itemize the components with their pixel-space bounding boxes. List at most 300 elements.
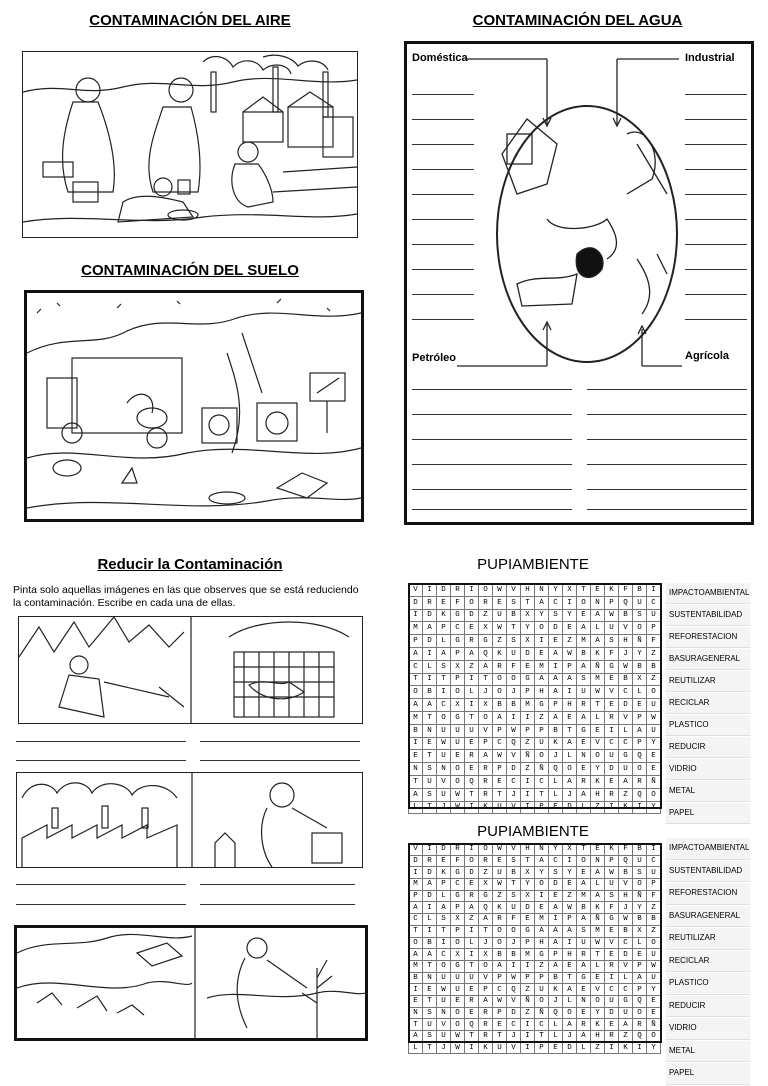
- grid-cell: T: [521, 855, 535, 867]
- grid-cell: A: [423, 699, 437, 712]
- grid-cell: O: [479, 844, 493, 856]
- grid-cell: D: [563, 801, 577, 814]
- grid-cell: B: [423, 686, 437, 699]
- grid-cell: O: [451, 686, 465, 699]
- grid-cell: B: [493, 949, 507, 961]
- grid-cell: D: [521, 902, 535, 914]
- grid-cell: G: [535, 699, 549, 712]
- grid-cell: X: [451, 914, 465, 926]
- grid-cell: X: [521, 635, 535, 648]
- grid-cell: B: [619, 925, 633, 937]
- grid-cell: B: [633, 914, 647, 926]
- grid-cell: E: [465, 879, 479, 891]
- grid-cell: T: [577, 844, 591, 856]
- word-list-item: REDUCIR: [666, 996, 750, 1018]
- grid-cell: A: [577, 622, 591, 635]
- grid-cell: G: [577, 972, 591, 984]
- grid-cell: R: [479, 1007, 493, 1019]
- grid-cell: T: [591, 699, 605, 712]
- grid-cell: E: [535, 902, 549, 914]
- grid-cell: H: [619, 635, 633, 648]
- grid-cell: A: [535, 925, 549, 937]
- grid-cell: G: [451, 609, 465, 622]
- grid-cell: W: [451, 1042, 465, 1054]
- grid-cell: L: [465, 937, 479, 949]
- grid-cell: E: [563, 711, 577, 724]
- grid-cell: U: [647, 609, 661, 622]
- grid-cell: O: [409, 686, 423, 699]
- grid-cell: I: [423, 673, 437, 686]
- grid-cell: M: [577, 635, 591, 648]
- grid-cell: I: [465, 673, 479, 686]
- grid-cell: Z: [479, 867, 493, 879]
- grid-cell: I: [647, 584, 661, 597]
- grid-cell: D: [409, 855, 423, 867]
- grid-cell: V: [507, 844, 521, 856]
- grid-cell: D: [465, 867, 479, 879]
- grid-cell: R: [605, 788, 619, 801]
- grid-cell: W: [605, 867, 619, 879]
- grid-cell: K: [619, 801, 633, 814]
- grid-cell: P: [479, 737, 493, 750]
- grid-cell: E: [465, 737, 479, 750]
- grid-cell: E: [633, 699, 647, 712]
- grid-cell: J: [563, 788, 577, 801]
- grid-cell: E: [465, 622, 479, 635]
- grid-cell: G: [451, 711, 465, 724]
- grid-cell: B: [409, 724, 423, 737]
- grid-cell: K: [493, 647, 507, 660]
- grid-cell: P: [451, 673, 465, 686]
- grid-cell: O: [451, 763, 465, 776]
- grid-cell: K: [479, 1042, 493, 1054]
- grid-cell: E: [437, 596, 451, 609]
- word-list-item: PLASTICO: [666, 715, 750, 736]
- grid-cell: O: [535, 622, 549, 635]
- grid-cell: Q: [507, 737, 521, 750]
- grid-cell: J: [479, 686, 493, 699]
- grid-cell: I: [605, 972, 619, 984]
- grid-cell: R: [633, 1019, 647, 1031]
- grid-cell: I: [465, 1042, 479, 1054]
- grid-cell: G: [521, 925, 535, 937]
- grid-cell: T: [521, 596, 535, 609]
- grid-cell: E: [577, 984, 591, 996]
- grid-cell: E: [605, 1019, 619, 1031]
- grid-cell: I: [423, 902, 437, 914]
- grid-cell: I: [409, 867, 423, 879]
- grid-cell: Z: [521, 1007, 535, 1019]
- grid-cell: A: [563, 737, 577, 750]
- grid-cell: A: [577, 711, 591, 724]
- grid-cell: R: [577, 1019, 591, 1031]
- grid-cell: D: [605, 763, 619, 776]
- grid-cell: U: [605, 622, 619, 635]
- grid-cell: U: [493, 801, 507, 814]
- grid-cell: D: [409, 596, 423, 609]
- grid-cell: D: [605, 1007, 619, 1019]
- grid-cell: A: [535, 596, 549, 609]
- grid-cell: U: [437, 995, 451, 1007]
- grid-cell: A: [437, 647, 451, 660]
- grid-cell: R: [479, 788, 493, 801]
- grid-cell: S: [423, 763, 437, 776]
- grid-cell: T: [591, 949, 605, 961]
- grid-cell: A: [409, 788, 423, 801]
- grid-cell: S: [507, 596, 521, 609]
- grid-cell: O: [633, 879, 647, 891]
- grid-cell: C: [605, 737, 619, 750]
- grid-cell: W: [605, 609, 619, 622]
- water-title: CONTAMINACIÓN DEL AGUA: [472, 12, 683, 29]
- grid-cell: T: [409, 1019, 423, 1031]
- grid-cell: B: [633, 660, 647, 673]
- grid-cell: P: [633, 984, 647, 996]
- grid-cell: K: [605, 584, 619, 597]
- grid-cell: V: [507, 750, 521, 763]
- grid-cell: C: [535, 1019, 549, 1031]
- grid-cell: B: [577, 647, 591, 660]
- grid-cell: V: [507, 801, 521, 814]
- grid-cell: L: [423, 660, 437, 673]
- grid-cell: J: [549, 995, 563, 1007]
- grid-cell: J: [507, 1031, 521, 1043]
- grid-cell: Ñ: [591, 914, 605, 926]
- air-pollution-illustration: [22, 51, 358, 238]
- grid-cell: A: [549, 673, 563, 686]
- grid-cell: P: [647, 622, 661, 635]
- grid-cell: B: [633, 584, 647, 597]
- grid-cell: L: [619, 972, 633, 984]
- grid-cell: F: [605, 647, 619, 660]
- grid-cell: R: [479, 1031, 493, 1043]
- grid-cell: A: [423, 622, 437, 635]
- grid-cell: S: [605, 890, 619, 902]
- grid-cell: X: [633, 925, 647, 937]
- reduce-title: Reducir la Contaminación: [97, 556, 283, 573]
- grid-cell: D: [507, 763, 521, 776]
- grid-cell: V: [507, 1042, 521, 1054]
- water-pollution-worksheet: [404, 41, 754, 525]
- grid-cell: E: [423, 984, 437, 996]
- grid-cell: C: [647, 596, 661, 609]
- grid-cell: L: [423, 914, 437, 926]
- grid-cell: F: [605, 902, 619, 914]
- grid-cell: Z: [647, 673, 661, 686]
- grid-cell: H: [521, 584, 535, 597]
- grid-cell: P: [479, 984, 493, 996]
- grid-cell: I: [605, 1042, 619, 1054]
- grid-cell: W: [493, 844, 507, 856]
- word-list-item: REFORESTACION: [666, 883, 750, 905]
- grid-cell: A: [577, 879, 591, 891]
- grid-cell: Y: [647, 737, 661, 750]
- grid-cell: A: [493, 960, 507, 972]
- grid-cell: E: [549, 1042, 563, 1054]
- grid-cell: U: [423, 775, 437, 788]
- wordsearch-word-list-2: [666, 838, 750, 1086]
- grid-cell: C: [409, 660, 423, 673]
- grid-cell: U: [633, 596, 647, 609]
- grid-cell: I: [535, 890, 549, 902]
- grid-cell: P: [521, 972, 535, 984]
- grid-cell: I: [437, 937, 451, 949]
- grid-cell: P: [549, 699, 563, 712]
- grid-cell: A: [619, 1019, 633, 1031]
- grid-cell: O: [493, 673, 507, 686]
- grid-cell: U: [451, 737, 465, 750]
- grid-cell: Y: [647, 1042, 661, 1054]
- grid-cell: H: [591, 788, 605, 801]
- grid-cell: E: [437, 855, 451, 867]
- grid-cell: X: [521, 609, 535, 622]
- grid-cell: A: [563, 673, 577, 686]
- grid-cell: F: [507, 660, 521, 673]
- grid-cell: P: [437, 622, 451, 635]
- grid-cell: M: [535, 660, 549, 673]
- grid-cell: F: [647, 635, 661, 648]
- grid-cell: N: [409, 763, 423, 776]
- grid-cell: U: [605, 995, 619, 1007]
- grid-cell: Q: [549, 763, 563, 776]
- grid-cell: N: [535, 584, 549, 597]
- grid-cell: B: [507, 867, 521, 879]
- grid-cell: O: [577, 596, 591, 609]
- grid-cell: I: [563, 937, 577, 949]
- grid-cell: Q: [633, 750, 647, 763]
- grid-cell: T: [465, 788, 479, 801]
- grid-cell: L: [549, 788, 563, 801]
- grid-cell: O: [563, 763, 577, 776]
- grid-cell: O: [451, 1019, 465, 1031]
- grid-cell: I: [605, 801, 619, 814]
- grid-cell: U: [437, 972, 451, 984]
- grid-cell: G: [521, 673, 535, 686]
- word-list-item: RECICLAR: [666, 951, 750, 973]
- grid-cell: P: [409, 635, 423, 648]
- grid-cell: U: [437, 724, 451, 737]
- grid-cell: W: [451, 801, 465, 814]
- grid-cell: V: [437, 775, 451, 788]
- grid-cell: T: [563, 724, 577, 737]
- grid-cell: O: [633, 1007, 647, 1019]
- grid-cell: D: [437, 584, 451, 597]
- grid-cell: F: [451, 596, 465, 609]
- grid-cell: S: [633, 867, 647, 879]
- grid-cell: Y: [563, 867, 577, 879]
- grid-cell: X: [563, 584, 577, 597]
- grid-cell: L: [619, 724, 633, 737]
- grid-cell: R: [423, 596, 437, 609]
- grid-cell: P: [605, 596, 619, 609]
- grid-cell: I: [563, 855, 577, 867]
- soil-pollution-illustration: [24, 290, 364, 522]
- grid-cell: U: [619, 1007, 633, 1019]
- word-list-item: SUSTENTABILIDAD: [666, 605, 750, 626]
- grid-cell: T: [535, 788, 549, 801]
- grid-cell: B: [633, 844, 647, 856]
- grid-cell: I: [423, 925, 437, 937]
- grid-cell: Q: [465, 1019, 479, 1031]
- grid-cell: J: [437, 801, 451, 814]
- grid-cell: M: [521, 949, 535, 961]
- grid-cell: R: [605, 711, 619, 724]
- grid-cell: E: [493, 1019, 507, 1031]
- grid-cell: V: [619, 711, 633, 724]
- grid-cell: K: [549, 984, 563, 996]
- grid-cell: T: [423, 1042, 437, 1054]
- grid-cell: V: [479, 724, 493, 737]
- grid-cell: T: [423, 960, 437, 972]
- grid-cell: V: [591, 737, 605, 750]
- grid-cell: E: [535, 647, 549, 660]
- grid-cell: A: [549, 937, 563, 949]
- grid-cell: A: [465, 647, 479, 660]
- grid-cell: Z: [647, 925, 661, 937]
- grid-cell: C: [507, 775, 521, 788]
- grid-cell: U: [451, 724, 465, 737]
- grid-cell: I: [465, 699, 479, 712]
- word-list-item: REFORESTACION: [666, 627, 750, 648]
- grid-cell: Y: [591, 1007, 605, 1019]
- grid-cell: H: [535, 686, 549, 699]
- grid-cell: O: [633, 763, 647, 776]
- grid-cell: H: [535, 937, 549, 949]
- grid-cell: C: [549, 855, 563, 867]
- grid-cell: B: [647, 660, 661, 673]
- grid-cell: U: [437, 788, 451, 801]
- grid-cell: R: [493, 660, 507, 673]
- grid-cell: O: [465, 855, 479, 867]
- grid-cell: I: [465, 925, 479, 937]
- grid-cell: S: [577, 925, 591, 937]
- grid-cell: S: [507, 855, 521, 867]
- grid-cell: U: [619, 763, 633, 776]
- grid-cell: T: [409, 925, 423, 937]
- grid-cell: W: [619, 914, 633, 926]
- grid-cell: B: [619, 609, 633, 622]
- grid-cell: J: [549, 750, 563, 763]
- grid-cell: W: [591, 937, 605, 949]
- grid-cell: L: [437, 635, 451, 648]
- grid-cell: M: [521, 699, 535, 712]
- grid-cell: A: [563, 984, 577, 996]
- grid-cell: P: [605, 855, 619, 867]
- grid-cell: A: [563, 925, 577, 937]
- grid-cell: A: [563, 775, 577, 788]
- word-list-item: REUTILIZAR: [666, 671, 750, 692]
- grid-cell: W: [493, 750, 507, 763]
- grid-cell: N: [577, 750, 591, 763]
- grid-cell: N: [409, 1007, 423, 1019]
- word-list-item: BASURAGENERAL: [666, 906, 750, 928]
- grid-cell: B: [577, 902, 591, 914]
- grid-cell: A: [409, 647, 423, 660]
- grid-cell: Ñ: [647, 1019, 661, 1031]
- grid-cell: Z: [493, 635, 507, 648]
- grid-cell: R: [577, 775, 591, 788]
- grid-cell: V: [591, 984, 605, 996]
- grid-cell: Y: [521, 879, 535, 891]
- grid-cell: Z: [619, 788, 633, 801]
- grid-cell: O: [563, 1007, 577, 1019]
- grid-cell: U: [465, 972, 479, 984]
- grid-cell: J: [479, 937, 493, 949]
- grid-cell: S: [437, 914, 451, 926]
- grid-cell: T: [423, 711, 437, 724]
- grid-cell: D: [465, 609, 479, 622]
- grid-cell: I: [465, 584, 479, 597]
- grid-cell: U: [437, 750, 451, 763]
- grid-cell: N: [535, 844, 549, 856]
- grid-cell: V: [507, 584, 521, 597]
- grid-cell: I: [521, 711, 535, 724]
- grid-cell: J: [507, 788, 521, 801]
- grid-cell: O: [633, 622, 647, 635]
- grid-cell: X: [451, 660, 465, 673]
- word-list-item: IMPACTOAMBIENTAL: [666, 583, 750, 604]
- grid-cell: Y: [549, 844, 563, 856]
- grid-cell: Z: [493, 890, 507, 902]
- grid-cell: L: [591, 879, 605, 891]
- grid-cell: F: [647, 890, 661, 902]
- grid-cell: H: [563, 949, 577, 961]
- grid-cell: V: [605, 937, 619, 949]
- grid-cell: Y: [535, 867, 549, 879]
- grid-cell: B: [549, 724, 563, 737]
- grid-cell: U: [451, 984, 465, 996]
- grid-cell: M: [409, 622, 423, 635]
- grid-cell: A: [409, 1031, 423, 1043]
- grid-cell: L: [633, 686, 647, 699]
- grid-cell: P: [633, 960, 647, 972]
- grid-cell: Z: [563, 890, 577, 902]
- grid-cell: J: [619, 647, 633, 660]
- grid-cell: O: [451, 937, 465, 949]
- grid-cell: A: [409, 902, 423, 914]
- grid-cell: B: [493, 699, 507, 712]
- grid-cell: E: [647, 750, 661, 763]
- grid-cell: D: [521, 647, 535, 660]
- grid-cell: Y: [535, 609, 549, 622]
- grid-cell: R: [479, 775, 493, 788]
- grid-cell: J: [563, 1031, 577, 1043]
- grid-cell: S: [437, 660, 451, 673]
- grid-cell: R: [479, 763, 493, 776]
- grid-cell: X: [633, 673, 647, 686]
- grid-cell: K: [605, 844, 619, 856]
- grid-cell: S: [423, 1031, 437, 1043]
- grid-cell: I: [521, 1019, 535, 1031]
- grid-cell: V: [605, 686, 619, 699]
- grid-cell: A: [423, 879, 437, 891]
- grid-cell: U: [535, 737, 549, 750]
- grid-cell: N: [591, 855, 605, 867]
- grid-cell: Q: [465, 775, 479, 788]
- soil-title: CONTAMINACIÓN DEL SUELO: [81, 262, 299, 279]
- grid-cell: P: [535, 801, 549, 814]
- grid-cell: E: [605, 949, 619, 961]
- grid-cell: Z: [535, 711, 549, 724]
- grid-cell: P: [633, 711, 647, 724]
- grid-cell: T: [465, 1031, 479, 1043]
- grid-cell: O: [507, 925, 521, 937]
- grid-cell: X: [451, 699, 465, 712]
- grid-cell: P: [437, 879, 451, 891]
- grid-cell: P: [521, 724, 535, 737]
- grid-cell: R: [423, 855, 437, 867]
- grid-cell: O: [479, 584, 493, 597]
